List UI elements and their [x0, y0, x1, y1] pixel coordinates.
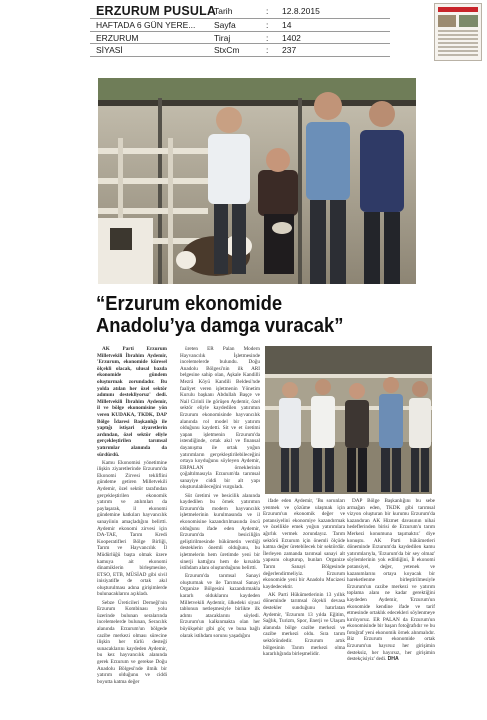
paragraph: Süt üretimi ve besicilik alanında kaydedilen bu örnek yatırımın Erzurum'da modern hayvancılık işletmelerinin kurulmasında ve il ekonomisine kazandırılmasında öncü olduğunu ifade eden Aydemir, Erzurum'da besiciliğin geliştirilmesinde hükümetin verdiği desteklerin önemli olduğunu, bu işletmelerin hem üretimde yeni bir sinerji kattığını hem de kırsalda istihdam alanı oluşturduğunu belirtti.	[180, 492, 260, 572]
date-value: 12.8.2015	[282, 6, 320, 16]
paragraph: Kamu Ekonomisi yönetimine ilişkin ziyaretlerinde Erzurum'da Ekonomi Zirvesi tekliflini gündeme getiren Milletvekili Aydemir, özel sektör tarafından gerçekleştirilen ekonomik yatırım ve atılımları da paylaşarak, il ekonomi gündemine katkıları hayvancılık sanayiinin amaçladığını belirtti. Aydemir ekonomi zirvesi için DA-TAE, Tarım Kredi Kooperatifleri Bölge Birliği, Tarım ve Hayvancılık İl Müdürlüğü başta olmak üzere kamuya ait ekonomi dinamiklerin birleşmesine, ETSO, ETB, MÜSİAD gibi sivil inisiyatifle de ortak akıl oluşturulması adına girişimlerde bulunacaklarını açıkladı.	[97, 459, 167, 598]
page-label: Sayfa	[214, 20, 236, 30]
page-value: 14	[282, 20, 292, 30]
colon: :	[266, 20, 269, 30]
article-column-3	[263, 498, 345, 718]
main-photo-barn-calves	[98, 78, 416, 284]
article-headline	[96, 293, 400, 337]
paragraph: Erzurum'da tarımsal Sanayi oluşturmak ve ile Tarımsal Sanayi Organize Bölgesini kazandırmakla kararlı olduklarını kaydeden Milletvekili Aydemir, ülkedeki siyasi tablonun netleşmesiyle birlikte ilk adımı atacaklarını söyledi. Erzurum'un kalkınmakta olan her büyükşehir gibi göç ve buna bağlı olarak istihdam sorunu yaşadığını	[180, 573, 260, 639]
stxcm-label: StxCm	[214, 45, 240, 55]
source-agency: DHA	[387, 656, 399, 663]
paragraph-text: DAP Bölge Başkanlığını bu sebe armağan eden, TKDK gibi tarımsal vizyon oluşturan bir kurumu Erzurum'da kazandıran AK Hizmet davasının nihai hedeflerinden birisi de Erzurum'u tarım Merkezi konumuna taşımaktır.' diye konuştu. AK Parti hükümetleri döneminde Erzurum'da kaydedilen kamu yatırımlarıyla, 'Erzurum'da bir sey olmaz' söylemlerinin yok edildiğini, İl ekonomi potansiyel, değer, yetenek ve kazanımlarını ortaya koyacak bir hareketlenme birleştirilmesiyle Erzurum'un cazibe merkezi ve yatırım toplama alanı ne kadar gerektiğini kaydeden Aydemir, 'Erzurum'un ekonomide kendine ifade ve tarif etmesinde ortaklık edecekleri söylenmeye kırılıyoruz. ER PALAN da Erzurum'un ekonomisinde bir başarı fotoğrafıdır ve bu fotoğraf yeni ekonomik örnek alınmalıdır. Biz Erzurum ekonomide ortak Erzurum'un hayırsız her girişimin desteksiz, her hayırsız, her girişimin destekçisiyiz' dedi.	[347, 498, 435, 663]
headline-line-1: “Erzurum ekonomide	[96, 293, 283, 315]
colon: :	[266, 33, 269, 43]
colon: :	[266, 45, 269, 55]
article-column-1	[97, 346, 167, 718]
paragraph-text: AK Parti Erzurum Milletvekili İbrahim Aydemir, 'Erzurum, ekonomide küresel ölçekli olacak, ulusal bazda ekonomide gündem oluşturmak zorundadır. Bu yolda atılan her özel sektör adımını destekliyoruz' dedi. Milletvekili İbrahim Aydemir, il ve bölge ekonomisine yön veren KUDAKA, TKDK, DAP Bölge İdaresi Başkanlığı ile yaptığı istişari ziyaretlerin ardından, özel sektör eliyle gerçekleştirilen tarımsal yatırımlar alanında da sürdürdü.	[97, 346, 167, 458]
publication-name: ERZURUM PUSULA	[96, 4, 217, 18]
divider	[90, 31, 390, 32]
publication-category: SİYASİ	[96, 45, 123, 55]
divider	[90, 18, 390, 19]
clipping-header	[0, 0, 487, 64]
date-label: Tarih	[214, 6, 233, 16]
page-thumbnail[interactable]	[434, 3, 482, 61]
publication-city: ERZURUM	[96, 33, 139, 43]
secondary-photo-group	[265, 346, 432, 494]
stxcm-value: 237	[282, 45, 297, 55]
article-column-4	[347, 498, 435, 718]
circulation-value: 1402	[282, 33, 301, 43]
paragraph: ifade eden Aydemir, 'Bu sorunları yenmek ve çözüme ulaşmak için Erzurum'un ekonomik değer ve potansiyelini ekonomiye kazandırmak ve özellikle emek yoğun yatırımlara ağırlık vermek zorundayız. Tarım sektörü Erzurum için önemli ölçüde katma değer üretebilecek bir sektördür. İlerleyen zamanda tarımsal sanayi alt yapısını oluşturup, bunları Organize Tarım Sanayi Bölgesinde değerlendirmeliyiz. Erzurum ekonomide yeni bir Anadolu Mucizesi kaydedecektir.	[263, 498, 345, 590]
paragraph	[347, 498, 435, 663]
circulation-label: Tiraj	[214, 33, 231, 43]
divider	[90, 43, 390, 44]
article-column-2	[180, 346, 260, 718]
paragraph	[97, 346, 167, 458]
paragraph: AK Parti Hükümetlerinin 13 yıllık döneminde tarımsal ölçekli devasa destekler sunduğunu hatırlatan Aydemir, 'Erzurum 13 yılda Eğitim, Sağlık, Turizm, Spor, Enerji ve Ulaşım alanında bölge cazibe merkezi ve cazibe merkezi oldu. Sıra tarım sektöründedir. Erzurum artık bölgesinin Tarım merkezi olma kararlılığında birleşmelidir.	[263, 591, 345, 658]
paragraph: üreten ER Palan Modern Hayvancılık İşletmesinde incelemelerde bulundu. Doğu Anadolu Bölgesi'nin ilk ARI belgesine sahip olan, Aşkale Kandilli Mezrâ Köyü Kandili Beldesi'nde faaliyet veren işletmenin Yönetim Kurulu başkanı Abdullah Başçe ve Nail Cirinli ile görüşen Aydemir, özel sektör eliyle kaydedilen yatırımın Erzurum ekonomisinde hayvancılık alanında rol model bir yatırım olduğunu kaydetti. Sit ve et üretimi yapan işletmenin Erzurum'da istendiğinde, ortak akıl ve finansal dayanışma ile ortak yoğun yatırımların gerçekleştirilebileceğini ortaya koyduğunu söyleyen Aydemir, ERPALAN örneklerinin çoğaltılmasıyla Erzurum'da tarımsal sanayiye ciddi bir alt yapı oluşturulabileceğini vurguladı.	[180, 346, 260, 491]
divider	[90, 56, 390, 57]
colon: :	[266, 6, 269, 16]
headline-line-2: Anadolu’ya damga vuracak”	[96, 315, 344, 337]
publication-frequency: HAFTADA 6 GÜN YERE...	[96, 20, 196, 30]
paragraph: Sebze Üreticileri Derneği'nin Erzurum Kombinası yolu üzerinde bulunan seralarında incelemelerde bulunan, Seracılık alanında Erzurum'un bölgede cazibe merkezi olması sürecine ilişkin her türlü desteği sunacaklarını kaydeden Aydemir, bu kez hayvancılık alanında gerek Erzurum ve gerekse Doğu Anadolu Bölgesi'nde ilmik bir yatırım olduğunu ve ciddi boyutta katma değer	[97, 599, 167, 685]
